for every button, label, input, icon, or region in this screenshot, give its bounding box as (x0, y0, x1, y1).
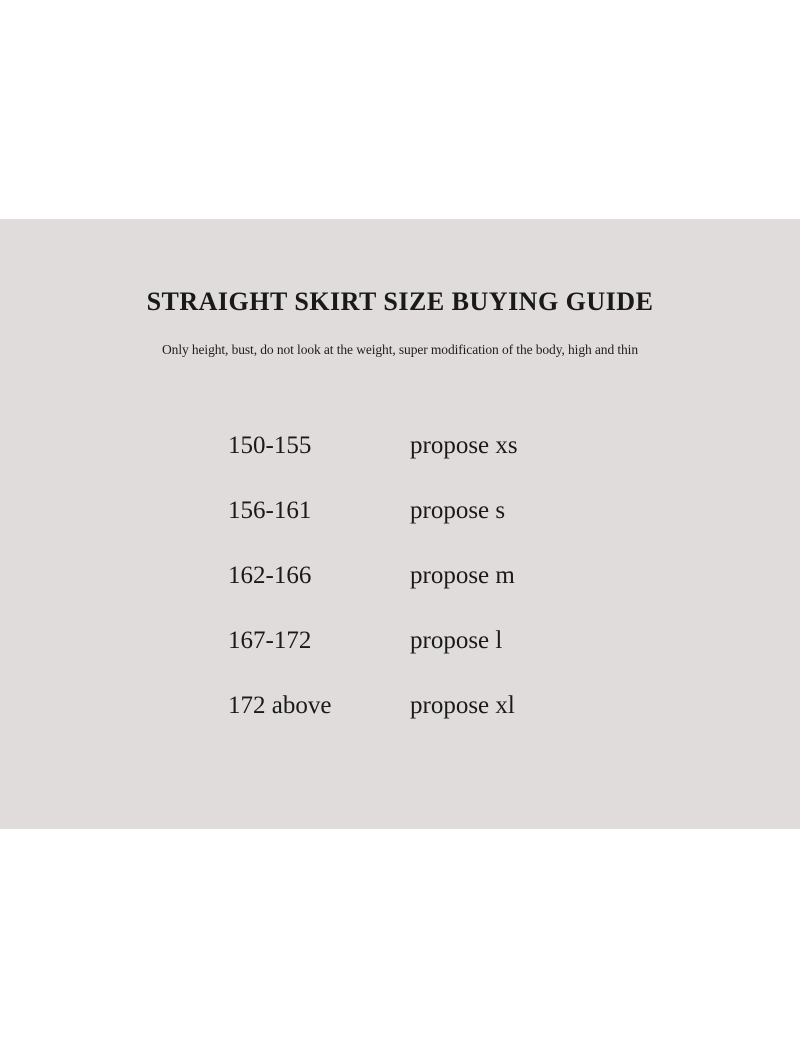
size-recommendation: propose xs (410, 432, 518, 459)
height-range: 162-166 (228, 562, 312, 589)
size-guide-panel (0, 219, 800, 829)
table-row (228, 562, 648, 627)
guide-subtitle: Only height, bust, do not look at the weight, super modification of the body, high and thin (162, 342, 638, 357)
height-range: 156-161 (228, 497, 312, 524)
table-row (228, 692, 648, 757)
size-recommendation: propose s (410, 497, 506, 524)
size-recommendation: propose xl (410, 692, 515, 719)
page-title: STRAIGHT SKIRT SIZE BUYING GUIDE (146, 287, 654, 316)
size-table (228, 432, 648, 757)
table-row (228, 497, 648, 562)
table-row (228, 432, 648, 497)
height-range: 167-172 (228, 627, 312, 654)
height-range: 150-155 (228, 432, 312, 459)
table-row (228, 627, 648, 692)
size-recommendation: propose m (410, 562, 515, 589)
size-recommendation: propose l (410, 627, 503, 654)
height-range: 172 above (228, 692, 332, 719)
